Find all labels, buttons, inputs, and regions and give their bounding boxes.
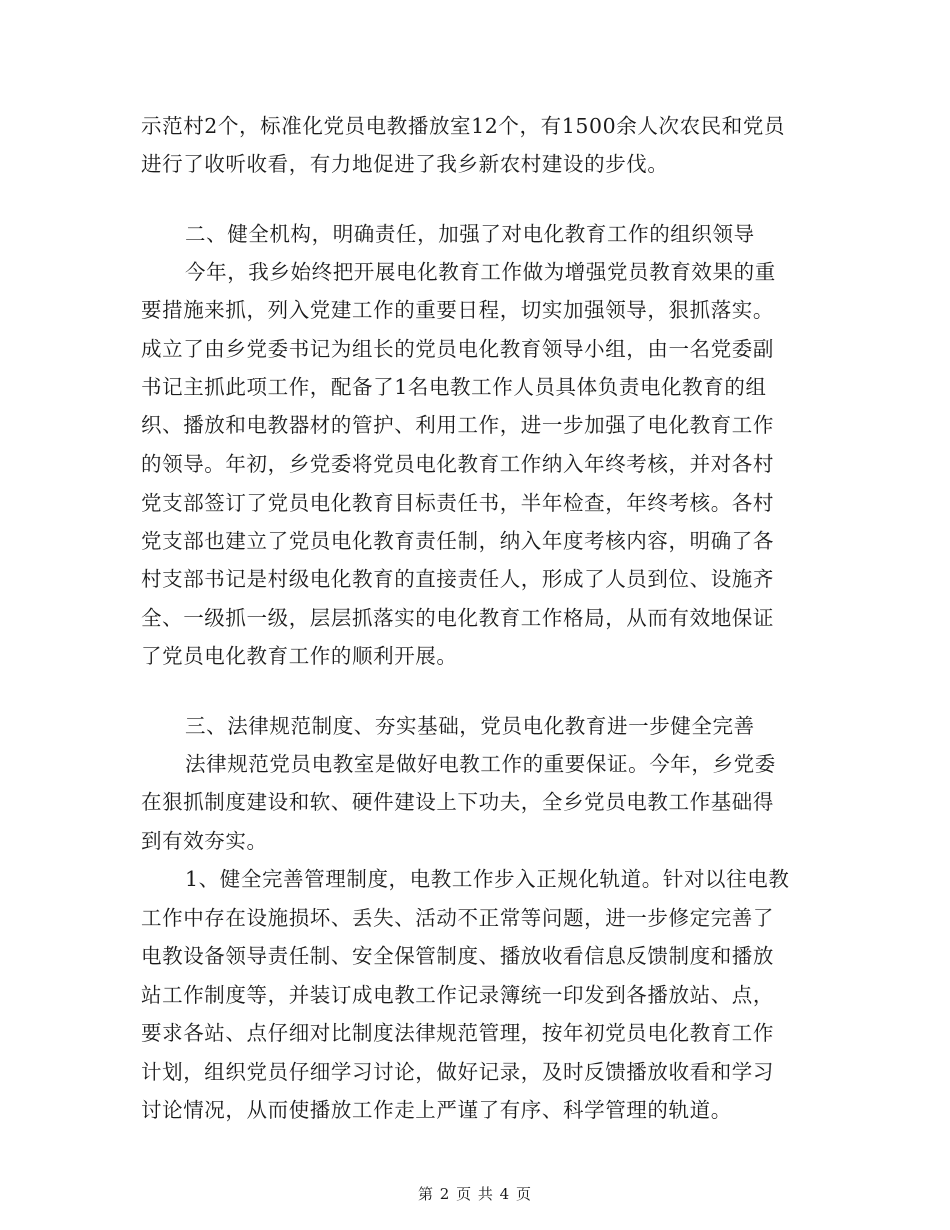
section-heading-2: 二、健全机构，明确责任，加强了对电化教育工作的组织领导 <box>185 222 755 246</box>
body-text-line: 到有效夯实。 <box>141 829 268 853</box>
body-text-line: 成立了由乡党委书记为组长的党员电化教育领导小组，由一名党委副 <box>141 337 774 361</box>
body-text-line: 全、一级抓一级，层层抓落实的电化教育工作格局，从而有效地保证 <box>141 606 774 630</box>
body-text-line: 今年，我乡始终把开展电化教育工作做为增强党员教育效果的重 <box>185 260 776 284</box>
body-text-line: 村支部书记是村级电化教育的直接责任人，形成了人员到位、设施齐 <box>141 567 774 591</box>
body-text-line: 书记主抓此项工作，配备了1名电教工作人员具体负责电化教育的组 <box>141 375 767 399</box>
body-text-line: 党支部签订了党员电化教育目标责任书，半年检查，年终考核。各村 <box>141 491 774 515</box>
body-text-line: 1、健全完善管理制度，电教工作步入正规化轨道。针对以往电教 <box>185 867 790 891</box>
body-text-line: 示范村2个，标准化党员电教播放室12个，有1500余人次农民和党员 <box>141 114 786 138</box>
page-number-footer: 第 2 页 共 4 页 <box>418 1185 532 1203</box>
body-text-line: 在狠抓制度建设和软、硬件建设上下功夫，全乡党员电教工作基础得 <box>141 790 774 814</box>
body-text-line: 织、播放和电教器材的管护、利用工作，进一步加强了电化教育工作 <box>141 413 774 437</box>
body-text-line: 电教设备领导责任制、安全保管制度、播放收看信息反馈制度和播放 <box>141 944 774 968</box>
body-text-line: 计划，组织党员仔细学习讨论，做好记录，及时反馈播放收看和学习 <box>141 1060 774 1084</box>
body-text-line: 工作中存在设施损坏、丢失、活动不正常等问题，进一步修定完善了 <box>141 906 774 930</box>
body-text-line: 讨论情况，从而使播放工作走上严谨了有序、科学管理的轨道。 <box>141 1098 732 1122</box>
body-text-line: 了党员电化教育工作的顺利开展。 <box>141 644 458 668</box>
body-text-line: 进行了收听收看，有力地促进了我乡新农村建设的步伐。 <box>141 152 669 176</box>
body-text-line: 要措施来抓，列入党建工作的重要日程，切实加强领导，狠抓落实。 <box>141 298 774 322</box>
body-text-line: 法律规范党员电教室是做好电教工作的重要保证。今年，乡党委 <box>185 752 776 776</box>
body-text-line: 要求各站、点仔细对比制度法律规范管理，按年初党员电化教育工作 <box>141 1021 774 1045</box>
body-text-line: 的领导。年初，乡党委将党员电化教育工作纳入年终考核，并对各村 <box>141 452 774 476</box>
body-text-line: 站工作制度等，并装订成电教工作记录簿统一印发到各播放站、点， <box>141 983 774 1007</box>
section-heading-3: 三、法律规范制度、夯实基础，党员电化教育进一步健全完善 <box>185 714 755 738</box>
body-text-line: 党支部也建立了党员电化教育责任制，纳入年度考核内容，明确了各 <box>141 529 774 553</box>
